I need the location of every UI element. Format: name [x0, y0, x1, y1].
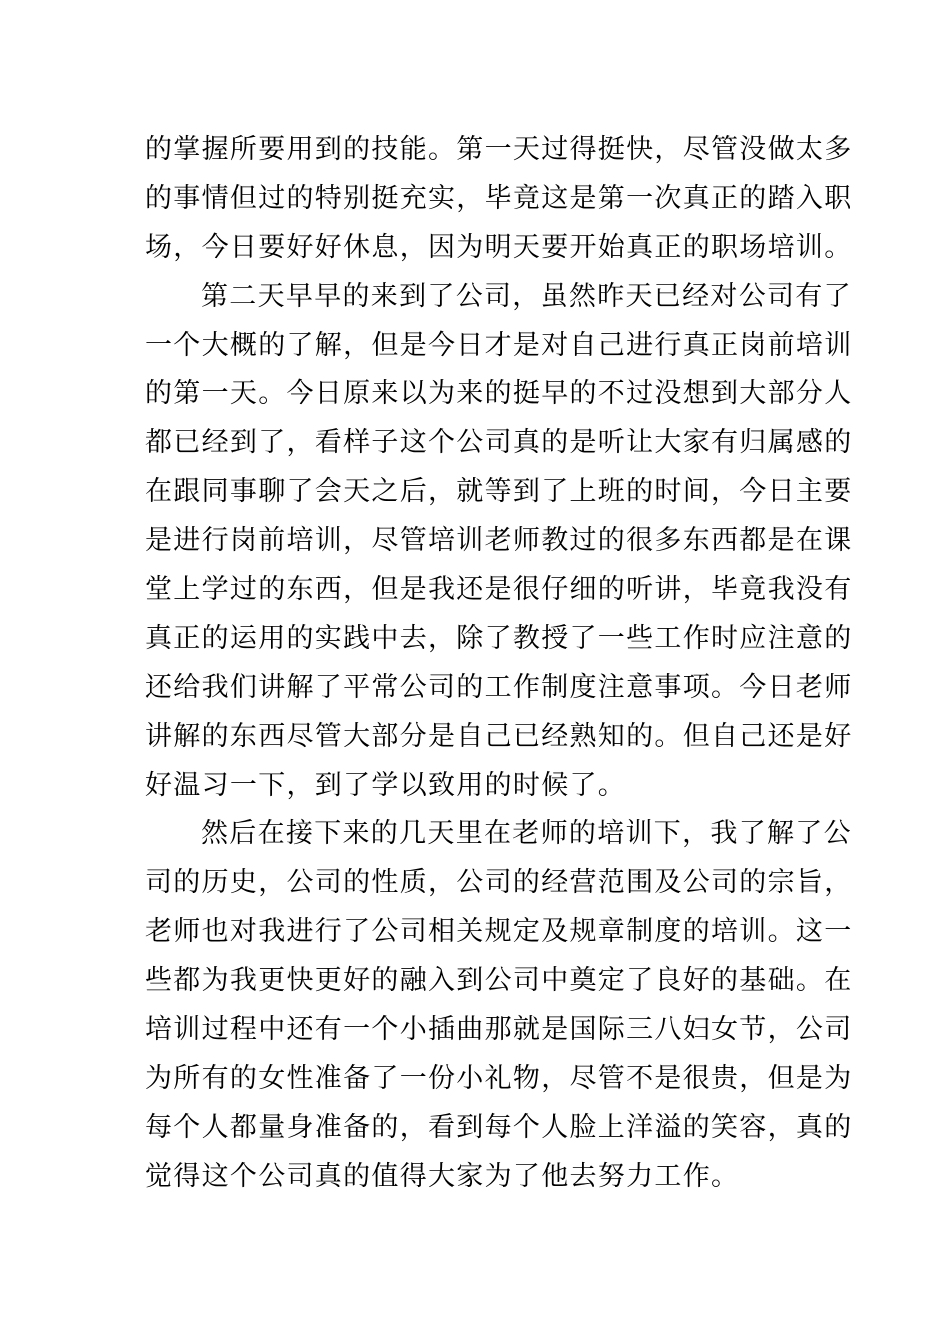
text-line: 真正的运用的实践中去，除了教授了一些工作时应注意的	[145, 622, 853, 654]
text-line: 为所有的女性准备了一份小礼物，尽管不是很贵，但是为	[145, 1062, 853, 1094]
text-line: 场，今日要好好休息，因为明天要开始真正的职场培训。	[145, 231, 853, 263]
text-line: 还给我们讲解了平常公司的工作制度注意事项。今日老师	[145, 671, 853, 703]
text-line: 堂上学过的东西，但是我还是很仔细的听讲，毕竟我没有	[145, 574, 853, 606]
text-line: 每个人都量身准备的，看到每个人脸上洋溢的笑容，真的	[145, 1111, 853, 1143]
text-line: 培训过程中还有一个小插曲那就是国际三八妇女节，公司	[145, 1014, 853, 1046]
text-line: 的第一天。今日原来以为来的挺早的不过没想到大部分人	[145, 378, 853, 410]
text-line: 的掌握所要用到的技能。第一天过得挺快，尽管没做太多	[145, 134, 853, 165]
text-line: 在跟同事聊了会天之后，就等到了上班的时间，今日主要	[145, 476, 853, 508]
text-line: 讲解的东西尽管大部分是自己已经熟知的。但自己还是好	[145, 720, 853, 752]
document-body	[145, 126, 853, 1202]
paragraph-first-line: 然后在接下来的几天里在老师的培训下，我了解了公	[201, 818, 852, 850]
text-line: 一个大概的了解，但是今日才是对自己进行真正岗前培训	[145, 329, 853, 361]
paragraph-first-line: 第二天早早的来到了公司，虽然昨天已经对公司有了	[201, 280, 852, 312]
text-line: 些都为我更快更好的融入到公司中奠定了良好的基础。在	[145, 965, 853, 997]
text-line: 都已经到了，看样子这个公司真的是听让大家有归属感的	[145, 427, 853, 459]
text-line: 好温习一下，到了学以致用的时候了。	[145, 769, 627, 801]
text-line: 觉得这个公司真的值得大家为了他去努力工作。	[145, 1160, 740, 1192]
text-line: 是进行岗前培训，尽管培训老师教过的很多东西都是在课	[145, 525, 853, 557]
text-line: 司的历史，公司的性质，公司的经营范围及公司的宗旨，	[145, 867, 853, 899]
text-line: 的事情但过的特别挺充实，毕竟这是第一次真正的踏入职	[145, 182, 853, 214]
text-line: 老师也对我进行了公司相关规定及规章制度的培训。这一	[145, 916, 853, 948]
